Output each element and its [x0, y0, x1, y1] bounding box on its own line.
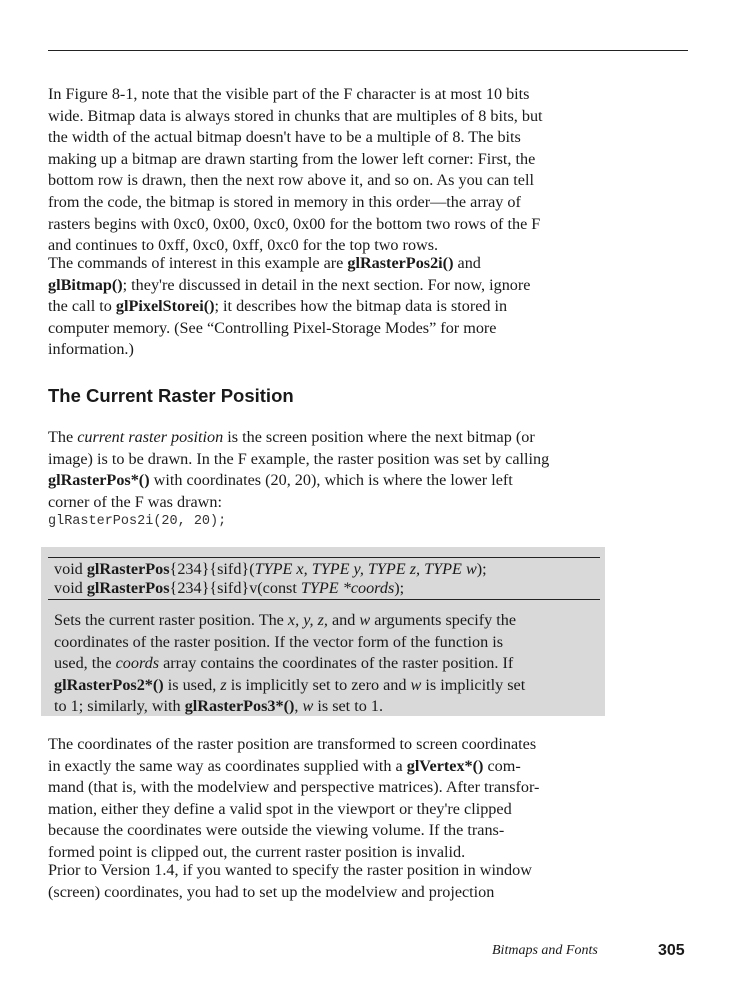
paragraph-coordinate-transform: The coordinates of the raster position are transformed to screen coordinates in exactly the same way as coordinates supplied with a glVertex*() com- mand (that is, with the modelview and perspective matrices). After transfor- mation, either they define a valid spot in the viewport or they're clipped because the coordinates were outside the viewing volume. If the trans- formed point is clipped out, the current raster position is invalid.	[48, 735, 540, 861]
paragraph-commands: The commands of interest in this example are glRasterPos2i() and glBitmap(); they're discussed in detail in the next section. For now, ignore the call to glPixelStorei(); it describes how the bitmap data is stored in computer memory. (See “Controlling Pixel-Storage Modes” for more information.)	[48, 254, 531, 359]
signature-rule-bottom	[48, 599, 600, 600]
header-rule	[48, 50, 688, 51]
section-heading: The Current Raster Position	[48, 385, 294, 406]
paragraph-raster-position: The current raster position is the screen position where the next bitmap (or image) is to be drawn. In the F example, the raster position was set by calling glRasterPos*() with coordinates (20, 20), which is where the lower left corner of the F was drawn:	[48, 428, 550, 511]
function-signature-2: void glRasterPos{234}{sifd}v(const TYPE *coords);	[54, 579, 405, 597]
paragraph-bitmap-storage: In Figure 8-1, note that the visible part of the F character is at most 10 bits wide. Bitmap data is always stored in chunks that are multiples of 8 bits, but the width of the actual bitmap doesn't have to be a multiple of 8. The bits making up a bitmap are drawn starting from the lower left corner: First, the bottom row is drawn, then the next row above it, and so on. As you can tell from the code, the bitmap is stored in memory in this order—the array of rasters begins with 0xc0, 0x00, 0xc0, 0x00 for the bottom two rows of the F and continues to 0xff, 0xc0, 0xff, 0xc0 for the top two rows.	[48, 85, 543, 255]
running-footer-title: Bitmaps and Fonts	[492, 943, 598, 958]
function-signature-1: void glRasterPos{234}{sifd}(TYPE x, TYPE y, TYPE z, TYPE w);	[54, 560, 487, 578]
page-number: 305	[658, 942, 685, 959]
function-description: Sets the current raster position. The x, y, z, and w arguments specify the coordinates of the raster position. If the vector form of the function is used, the coords array contains the coordinates of the raster position. If glRasterPos2*() is used, z is implicitly set to zero and w is implicitly set to 1; similarly, with glRasterPos3*(), w is set to 1.	[54, 611, 526, 716]
code-sample: glRasterPos2i(20, 20);	[48, 514, 227, 529]
signature-rule-top	[48, 557, 600, 558]
paragraph-version-note: Prior to Version 1.4, if you wanted to specify the raster position in window (screen) coordinates, you had to set up the modelview and projection	[48, 861, 532, 901]
